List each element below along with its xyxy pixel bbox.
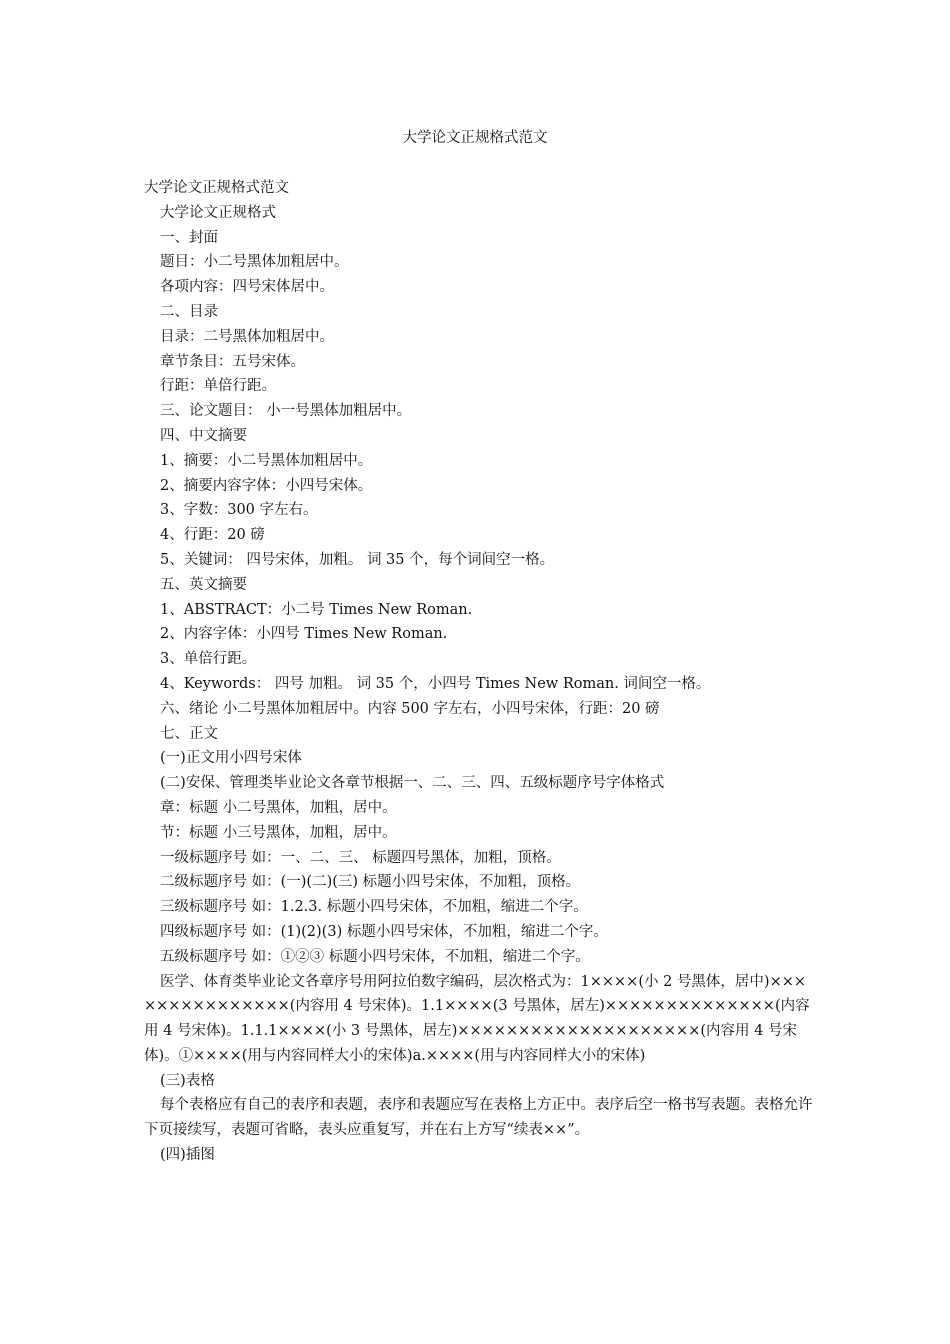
paragraph-medical-numbering: 医学、体育类毕业论文各章序号用阿拉伯数字编码，层次格式为：1××××(小 2 号黑体，居中)×××××××××××××××(内容用 4 号宋体)。1.1××××(3 号黑体，居左)××××××××××××××(内容用 4 号宋体)。1.1.1××××(小 3 号黑体，居左)××××××××××××××××××××(内容用 4 号宋体)。①××××(用与内容同样大小的宋体)a.××××(用与内容同样大小的宋体)	[144, 973, 810, 1064]
line-list	[144, 176, 816, 970]
document-line: (一)正文用小四号宋体	[160, 750, 302, 767]
paragraph-tables: 每个表格应有自己的表序和表题，表序和表题应写在表格上方正中。表序后空一格书写表题。表格允许下页接续写，表题可省略，表头应重复写，并在右上方写“续表××”。	[144, 1097, 813, 1139]
document-line: 5、关键词： 四号宋体，加粗。 词 35 个，每个词间空一格。	[160, 551, 555, 568]
document-body	[144, 176, 816, 1168]
document-line: 六、绪论 小二号黑体加粗居中。内容 500 字左右，小四号宋体，行距：20 磅	[160, 700, 660, 717]
document-line: 2、内容字体：小四号 Times New Roman.	[160, 626, 448, 643]
document-line: 4、Keywords： 四号 加粗。 词 35 个，小四号 Times New Roman. 词间空一格。	[160, 675, 711, 692]
document-line: 一级标题序号 如：一、二、三、 标题四号黑体，加粗，顶格。	[160, 849, 561, 866]
document-line: 3、字数：300 字左右。	[160, 502, 318, 519]
document-line: 题目：小二号黑体加粗居中。	[160, 254, 349, 271]
document-line: 章：标题 小二号黑体，加粗，居中。	[160, 799, 397, 816]
document-title: 大学论文正规格式范文	[402, 130, 548, 146]
document-line: 七、正文	[160, 725, 218, 742]
document-line: 1、ABSTRACT：小二号 Times New Roman.	[160, 601, 473, 618]
document-line: 三、论文题目： 小一号黑体加粗居中。	[160, 403, 412, 420]
document-line: 目录：二号黑体加粗居中。	[160, 328, 334, 345]
document-line: 行距：单倍行距。	[160, 378, 276, 395]
heading-figures: (四)插图	[160, 1147, 215, 1164]
document-line: 四级标题序号 如：(1)(2)(3) 标题小四号宋体，不加粗，缩进二个字。	[160, 923, 608, 940]
document-line: 一、封面	[160, 229, 218, 246]
document-line: (二)安保、管理类毕业论文各章节根据一、二、三、四、五级标题序号字体格式	[160, 775, 665, 792]
document-line: 大学论文正规格式范文	[144, 180, 289, 196]
document-line: 五、英文摘要	[160, 576, 247, 593]
document-line: 四、中文摘要	[160, 427, 247, 444]
document-line: 二、目录	[160, 303, 218, 320]
document-line: 3、单倍行距。	[160, 651, 257, 668]
document-line: 4、行距：20 磅	[160, 527, 265, 544]
document-line: 二级标题序号 如：(一)(二)(三) 标题小四号宋体，不加粗，顶格。	[160, 874, 581, 891]
document-line: 节：标题 小三号黑体，加粗，居中。	[160, 824, 397, 841]
document-line: 五级标题序号 如：①②③ 标题小四号宋体，不加粗，缩进二个字。	[160, 948, 590, 965]
heading-tables: (三)表格	[160, 1072, 215, 1089]
document-line: 各项内容：四号宋体居中。	[160, 279, 334, 296]
document-line: 1、摘要：小二号黑体加粗居中。	[160, 452, 373, 469]
document-line: 2、摘要内容字体：小四号宋体。	[160, 477, 373, 494]
document-line: 大学论文正规格式	[160, 204, 276, 221]
document-line: 章节条目：五号宋体。	[160, 353, 305, 370]
document-line: 三级标题序号 如：1.2.3. 标题小四号宋体，不加粗，缩进二个字。	[160, 899, 588, 916]
